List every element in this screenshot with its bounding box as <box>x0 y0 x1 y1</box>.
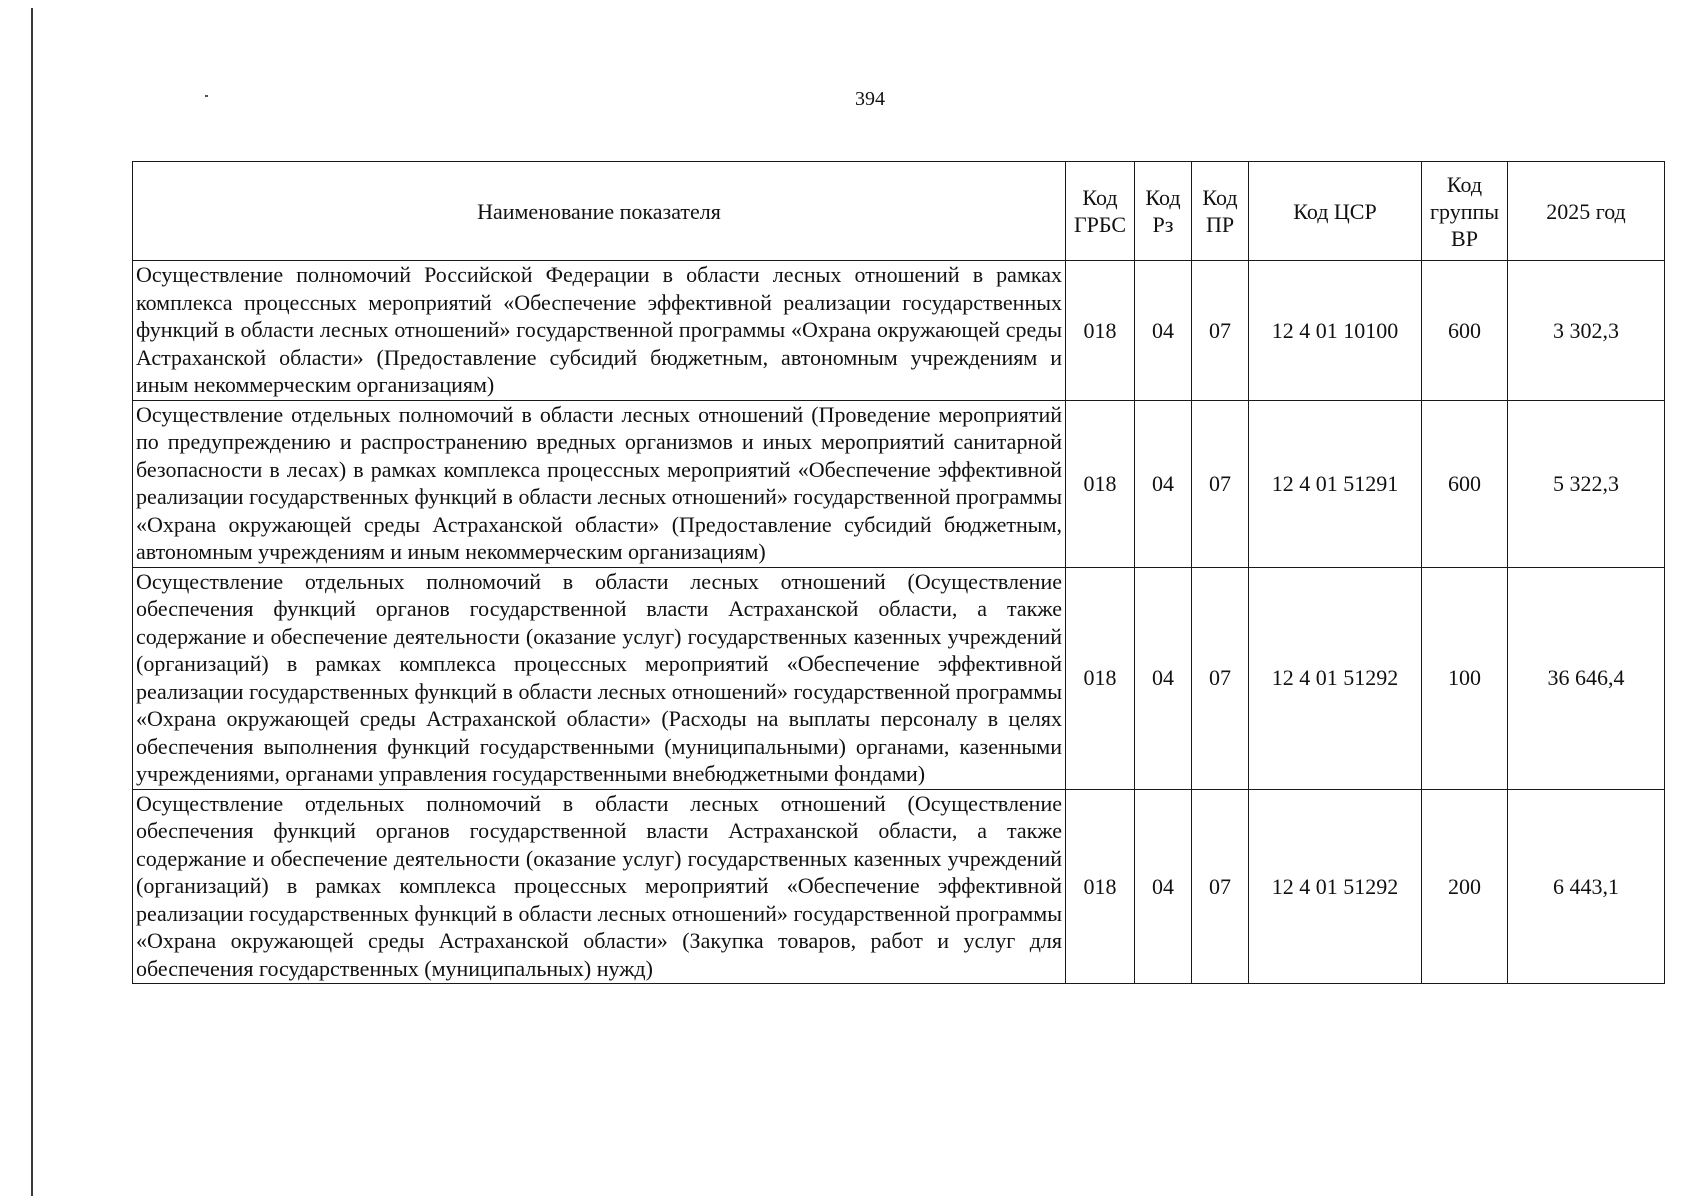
header-rz: Код Рз <box>1135 162 1192 261</box>
row-rz: 04 <box>1135 261 1192 401</box>
row-grbs: 018 <box>1066 567 1135 789</box>
row-vr: 100 <box>1422 567 1508 789</box>
row-pr: 07 <box>1192 789 1249 984</box>
budget-table <box>132 161 1665 984</box>
row-pr: 07 <box>1192 400 1249 567</box>
row-name: Осуществление отдельных полномочий в области лесных отношений (Осуществление обеспечения функций органов государственной власти Астраханской области, а также содержание и обеспечение деятельности (оказание услуг) государственных казенных учреждений (организаций) в рамках комплекса процессных мероприятий «Обеспечение эффективной реализации государственных функций в области лесных отношений» государственной программы «Охрана окружающей среды Астраханской области» (Расходы на выплаты персоналу в целях обеспечения выполнения функций государственными (муниципальными) органами, казенными учреждениями, органами управления государственными внебюджетными фондами) <box>133 567 1066 789</box>
row-vr: 200 <box>1422 789 1508 984</box>
row-vr: 600 <box>1422 261 1508 401</box>
row-csr: 12 4 01 10100 <box>1249 261 1422 401</box>
row-csr: 12 4 01 51292 <box>1249 789 1422 984</box>
header-vr: Код группы ВР <box>1422 162 1508 261</box>
header-name: Наименование показателя <box>133 162 1066 261</box>
row-pr: 07 <box>1192 261 1249 401</box>
binding-edge-line <box>31 8 33 1196</box>
row-amount: 3 302,3 <box>1508 261 1665 401</box>
row-rz: 04 <box>1135 567 1192 789</box>
row-csr: 12 4 01 51292 <box>1249 567 1422 789</box>
row-vr: 600 <box>1422 400 1508 567</box>
row-grbs: 018 <box>1066 400 1135 567</box>
row-name: Осуществление полномочий Российской Федерации в области лесных отношений в рамках комплекса процессных мероприятий «Обеспечение эффективной реализации государственных функций в области лесных отношений» государственной программы «Охрана окружающей среды Астраханской области» (Предоставление субсидий бюджетным, автономным учреждениям и иным некоммерческим организациям) <box>133 261 1066 401</box>
table-row <box>133 400 1665 567</box>
row-pr: 07 <box>1192 567 1249 789</box>
row-name: Осуществление отдельных полномочий в области лесных отношений (Осуществление обеспечения функций органов государственной власти Астраханской области, а также содержание и обеспечение деятельности (оказание услуг) государственных казенных учреждений (организаций) в рамках комплекса процессных мероприятий «Обеспечение эффективной реализации государственных функций в области лесных отношений» государственной программы «Охрана окружающей среды Астраханской области» (Закупка товаров, работ и услуг для обеспечения государственных (муниципальных) нужд) <box>133 789 1066 984</box>
row-amount: 5 322,3 <box>1508 400 1665 567</box>
row-grbs: 018 <box>1066 261 1135 401</box>
row-amount: 36 646,4 <box>1508 567 1665 789</box>
header-grbs: Код ГРБС <box>1066 162 1135 261</box>
header-csr: Код ЦСР <box>1249 162 1422 261</box>
page-number: 394 <box>855 88 885 110</box>
table-header-row <box>133 162 1665 261</box>
row-amount: 6 443,1 <box>1508 789 1665 984</box>
table-row <box>133 261 1665 401</box>
header-year: 2025 год <box>1508 162 1665 261</box>
row-grbs: 018 <box>1066 789 1135 984</box>
row-rz: 04 <box>1135 400 1192 567</box>
row-name: Осуществление отдельных полномочий в области лесных отношений (Проведение мероприятий по предупреждению и распространению вредных организмов и иных мероприятий санитарной безопасности в лесах) в рамках комплекса процессных мероприятий «Обеспечение эффективной реализации государственных функций в области лесных отношений» государственной программы «Охрана окружающей среды Астраханской области» (Предоставление субсидий бюджетным, автономным учреждениям и иным некоммерческим организациям) <box>133 400 1066 567</box>
table-row <box>133 789 1665 984</box>
table-row <box>133 567 1665 789</box>
row-rz: 04 <box>1135 789 1192 984</box>
scan-speck <box>205 95 208 97</box>
row-csr: 12 4 01 51291 <box>1249 400 1422 567</box>
header-pr: Код ПР <box>1192 162 1249 261</box>
